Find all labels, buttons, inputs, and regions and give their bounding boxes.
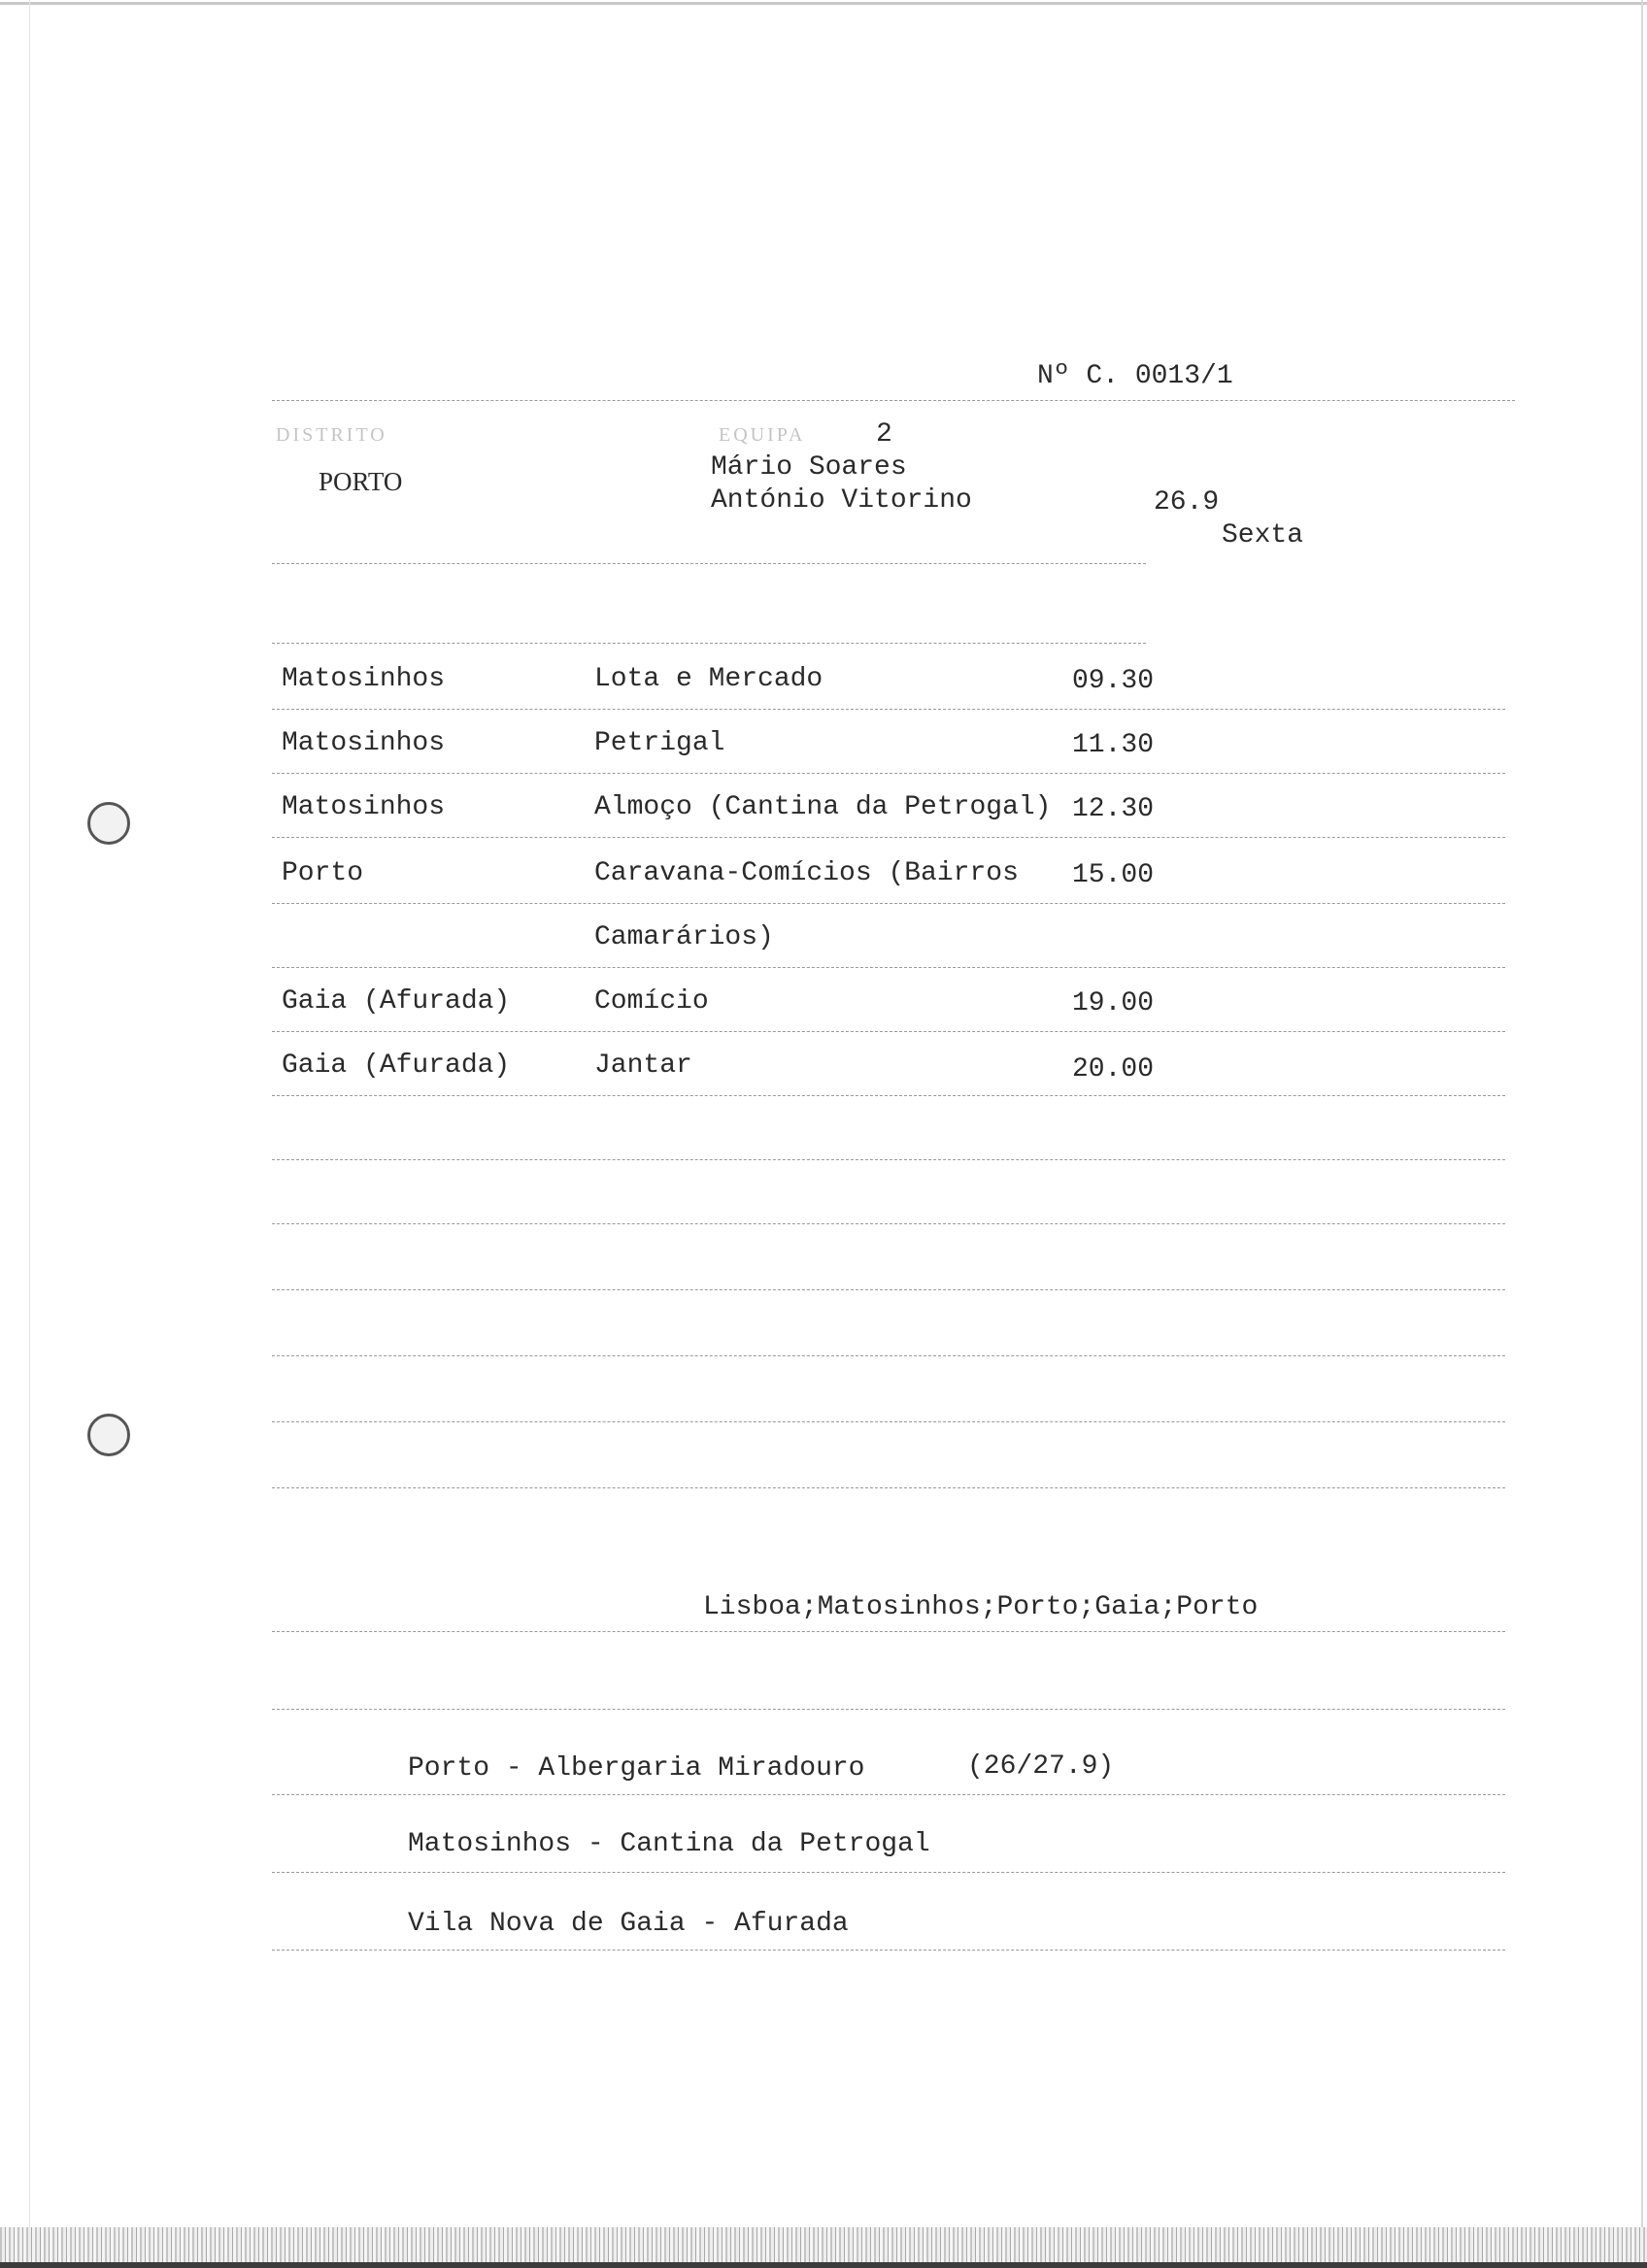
row-5-event: Camarários)	[594, 922, 774, 952]
left-scan-edge	[29, 0, 30, 2268]
row-6-rule	[272, 1031, 1505, 1032]
empty-rule-3	[272, 1289, 1505, 1290]
row-3-place: Matosinhos	[282, 792, 446, 822]
empty-rule-6	[272, 1487, 1505, 1488]
route-rule-2	[272, 1709, 1505, 1710]
header-rule	[272, 400, 1515, 401]
team-number: 2	[876, 419, 892, 450]
row-2-time: 11.30	[1072, 730, 1155, 760]
row-2-event: Petrigal	[594, 728, 725, 758]
empty-rule-1	[272, 1159, 1505, 1160]
row-1-rule	[272, 709, 1505, 710]
row-6-event: Comício	[594, 986, 709, 1017]
lodging-rule-3	[272, 1950, 1505, 1951]
district-label: DISTRITO	[276, 424, 387, 446]
row-5-rule	[272, 967, 1505, 968]
route-line: Lisboa;Matosinhos;Porto;Gaia;Porto	[703, 1592, 1259, 1622]
row-3-event: Almoço (Cantina da Petrogal)	[594, 792, 1052, 822]
row-6-place: Gaia (Afurada)	[282, 986, 511, 1017]
row-1-place: Matosinhos	[282, 664, 446, 694]
member-2: António Vitorino	[711, 485, 972, 516]
document-number: Nº C. 0013/1	[1037, 361, 1233, 391]
empty-rule-2	[272, 1223, 1505, 1224]
row-7-event: Jantar	[594, 1051, 692, 1081]
row-1-time: 09.30	[1072, 666, 1155, 696]
district-value: PORTO	[319, 467, 403, 496]
row-4-time: 15.00	[1072, 860, 1155, 890]
row-3-rule	[272, 837, 1505, 838]
row-4-place: Porto	[282, 858, 364, 888]
row-2-place: Matosinhos	[282, 728, 446, 758]
row-7-rule	[272, 1095, 1505, 1096]
row-1-event: Lota e Mercado	[594, 664, 824, 694]
route-rule	[272, 1631, 1505, 1632]
punch-hole-bottom	[87, 1414, 130, 1456]
row-7-place: Gaia (Afurada)	[282, 1051, 511, 1081]
row-4-rule	[272, 903, 1505, 904]
team-label: EQUIPA	[719, 424, 806, 446]
row-7-time: 20.00	[1072, 1054, 1155, 1084]
right-scan-edge	[1641, 0, 1643, 2268]
lodging-rule-2	[272, 1872, 1505, 1873]
lodging-rule-1	[272, 1794, 1505, 1795]
lodging-2: Matosinhos - Cantina da Petrogal	[408, 1829, 930, 1859]
empty-rule-5	[272, 1421, 1505, 1422]
empty-rule-4	[272, 1355, 1505, 1356]
header-rule-2	[272, 563, 1146, 564]
weekday: Sexta	[1222, 520, 1304, 550]
member-1: Mário Soares	[711, 452, 907, 483]
punch-hole-top	[87, 802, 130, 845]
lodging-1: Porto - Albergaria Miradouro	[408, 1753, 865, 1784]
top-scan-edge	[0, 2, 1647, 5]
date: 26.9	[1154, 487, 1220, 517]
lodging-1-note: (26/27.9)	[967, 1751, 1115, 1782]
row-6-time: 19.00	[1072, 988, 1155, 1018]
row-4-event: Caravana-Comícios (Bairros	[594, 858, 1019, 888]
row-3-time: 12.30	[1072, 794, 1155, 824]
lodging-3: Vila Nova de Gaia - Afurada	[408, 1909, 849, 1939]
row-2-rule	[272, 773, 1505, 774]
table-header-rule	[272, 643, 1146, 644]
bottom-scan-edge	[0, 2262, 1647, 2268]
